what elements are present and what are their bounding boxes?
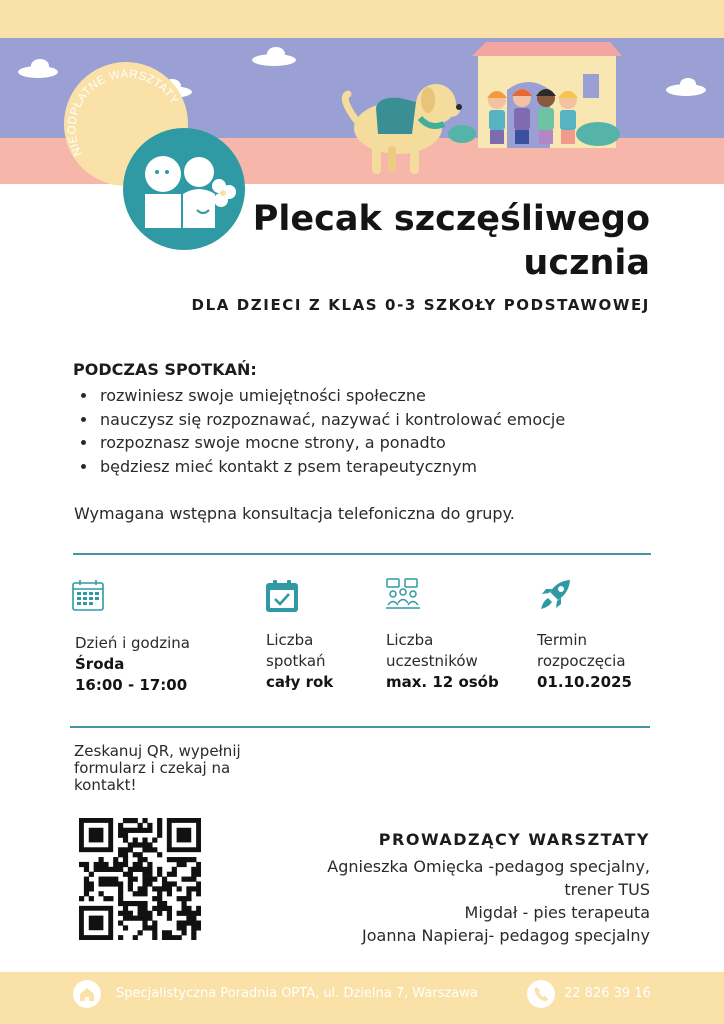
badge-arc-text: NIEODPŁATNE WARSZTATY bbox=[66, 68, 181, 158]
footer-phone: 22 826 39 16 bbox=[564, 986, 651, 1001]
info-label: rozpoczęcia bbox=[537, 652, 626, 670]
page-subtitle: DLA DZIECI Z KLAS 0-3 SZKOŁY PODSTAWOWEJ bbox=[191, 296, 650, 314]
footer-address: Specjalistyczna Poradnia OPTA, ul. Dzielna 7, Warszawa bbox=[116, 986, 478, 1001]
qr-note bbox=[74, 743, 284, 794]
info-value: cały rok bbox=[266, 673, 334, 691]
children-logo-icon bbox=[123, 128, 245, 250]
qr-code-icon[interactable] bbox=[79, 818, 201, 940]
info-day-time bbox=[75, 633, 190, 696]
leaders-section bbox=[290, 830, 650, 947]
info-label: Termin bbox=[537, 631, 588, 649]
info-label: uczestników bbox=[386, 652, 478, 670]
info-meetings bbox=[266, 630, 333, 693]
benefit-item: • będziesz mieć kontakt z psem terapeutycznym bbox=[98, 455, 565, 479]
info-label: spotkań bbox=[266, 652, 326, 670]
info-participants bbox=[386, 630, 499, 693]
leader-line: trener TUS bbox=[564, 880, 650, 899]
info-label: Liczba bbox=[386, 631, 434, 649]
title-line-2: ucznia bbox=[523, 243, 650, 283]
participants-icon bbox=[385, 577, 421, 613]
divider bbox=[70, 726, 650, 728]
info-label: Liczba bbox=[266, 631, 314, 649]
leaders-heading: PROWADZĄCY WARSZTATY bbox=[378, 830, 650, 849]
benefit-item: • rozwiniesz swoje umiejętności społeczne bbox=[98, 384, 565, 408]
benefit-item: • nauczysz się rozpoznawać, nazywać i kontrolować emocje bbox=[98, 408, 565, 432]
rocket-icon bbox=[537, 577, 573, 613]
calendar-check-icon bbox=[264, 578, 300, 614]
page-title bbox=[230, 197, 650, 285]
leader-line: Migdał - pies terapeuta bbox=[464, 903, 650, 922]
title-line-1: Plecak szczęśliwego bbox=[252, 199, 650, 239]
benefits-list bbox=[78, 384, 565, 478]
consultation-note: Wymagana wstępna konsultacja telefoniczna do grupy. bbox=[74, 504, 515, 523]
info-value: 01.10.2025 bbox=[537, 673, 632, 691]
top-strip bbox=[0, 0, 724, 38]
calendar-grid-icon bbox=[70, 577, 106, 613]
info-value: 16:00 - 17:00 bbox=[75, 676, 188, 694]
qr-note-line: formularz i czekaj na bbox=[74, 759, 231, 777]
benefit-item: • rozpoznasz swoje mocne strony, a ponadto bbox=[98, 431, 565, 455]
info-start-date bbox=[537, 630, 632, 693]
divider bbox=[73, 553, 651, 555]
qr-note-line: kontakt! bbox=[74, 776, 137, 794]
home-icon bbox=[73, 980, 101, 1008]
leader-line: Joanna Napieraj- pedagog specjalny bbox=[362, 926, 650, 945]
during-heading: PODCZAS SPOTKAŃ: bbox=[73, 360, 257, 379]
info-value: max. 12 osób bbox=[386, 673, 499, 691]
leader-line: Agnieszka Omięcka -pedagog specjalny, bbox=[327, 857, 650, 876]
qr-note-line: Zeskanuj QR, wypełnij bbox=[74, 742, 241, 760]
phone-icon bbox=[527, 980, 555, 1008]
info-value: Środa bbox=[75, 655, 125, 673]
info-label: Dzień i godzina bbox=[75, 634, 190, 652]
